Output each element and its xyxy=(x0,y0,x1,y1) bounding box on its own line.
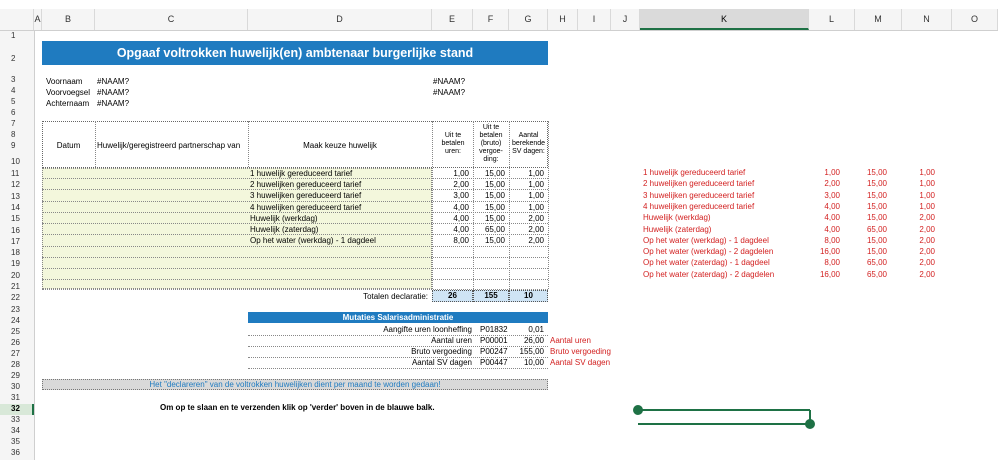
column-header[interactable]: J xyxy=(611,9,640,30)
lookup-name: 1 huwelijk gereduceerd tarief xyxy=(643,168,746,177)
mutatie-label: Aantal SV dagen xyxy=(411,358,472,367)
row-header[interactable]: 14 xyxy=(11,203,20,212)
lookup-name: 3 huwelijken gereduceerd tarief xyxy=(643,190,755,200)
column-header[interactable]: D xyxy=(248,9,432,30)
mutatie-code: P00001 xyxy=(480,336,508,345)
row-header[interactable]: 34 xyxy=(11,426,20,435)
sv-cell[interactable]: 1,00 xyxy=(528,180,544,189)
lookup-vergoeding: 65,00 xyxy=(866,224,887,234)
vergoeding-cell[interactable]: 15,00 xyxy=(484,203,505,212)
lookup-sv: 2,00 xyxy=(919,258,935,268)
keuze-cell[interactable]: 2 huwelijken gereduceerd tarief xyxy=(250,180,362,189)
sv-cell[interactable]: 1,00 xyxy=(528,203,544,212)
uren-cell[interactable]: 4,00 xyxy=(453,225,469,234)
column-header[interactable]: A xyxy=(34,9,42,30)
connector-handle[interactable] xyxy=(805,419,815,429)
lookup-sv: 2,00 xyxy=(919,213,935,223)
gridline xyxy=(248,368,548,369)
monthly-notice: Het "declareren" van de voltrokken huwelijken dient per maand te worden gedaan! xyxy=(42,379,548,390)
row-headers xyxy=(0,31,35,460)
header-vergoeding: Uit te betalen (bruto) vergoe- ding: xyxy=(479,124,503,163)
total-vergoeding: 155 xyxy=(473,290,509,302)
row-header[interactable]: 4 xyxy=(11,86,16,95)
total-sv: 10 xyxy=(509,290,548,302)
mutaties-title: Mutaties Salarisadministratie xyxy=(248,312,548,323)
column-header-selected[interactable]: K xyxy=(640,9,809,30)
uren-cell[interactable]: 8,00 xyxy=(453,236,469,245)
lookup-sv: 1,00 xyxy=(919,190,935,200)
lookup-sv: 1,00 xyxy=(919,179,935,189)
row-header[interactable]: 15 xyxy=(11,214,20,223)
column-header[interactable]: H xyxy=(548,9,578,30)
column-header[interactable]: G xyxy=(509,9,548,30)
row-header[interactable]: 33 xyxy=(11,415,20,424)
lookup-vergoeding: 15,00 xyxy=(866,201,887,211)
voorvoegsel-value[interactable]: #NAAM? xyxy=(97,88,130,97)
lookup-sv: 2,00 xyxy=(919,247,935,257)
uren-cell[interactable]: 3,00 xyxy=(453,191,469,200)
gridline xyxy=(42,212,548,213)
keuze-cell[interactable]: 4 huwelijken gereduceerd tarief xyxy=(250,203,362,212)
lookup-name: Op het water (zaterdag) - 2 dagdelen xyxy=(643,269,775,279)
row-header[interactable]: 31 xyxy=(11,393,20,402)
sv-cell[interactable]: 1,00 xyxy=(528,169,544,178)
column-header[interactable]: E xyxy=(432,9,473,30)
mutatie-code: P01832 xyxy=(480,325,508,334)
row-header[interactable]: 6 xyxy=(11,108,16,117)
keuze-cell[interactable]: 3 huwelijken gereduceerd tarief xyxy=(250,191,362,200)
mutatie-label: Aantal uren xyxy=(431,336,472,345)
lookup-sv: 2,00 xyxy=(919,269,935,279)
gridline xyxy=(42,268,548,269)
vergoeding-cell[interactable]: 15,00 xyxy=(484,180,505,189)
naam-check-1: #NAAM? xyxy=(433,77,466,86)
mutatie-value: 0,01 xyxy=(528,325,544,334)
lookup-sv: 2,00 xyxy=(919,235,935,245)
mutatie-note: Aantal uren xyxy=(550,336,591,345)
row-header-selected[interactable]: 32 xyxy=(0,404,34,415)
uren-cell[interactable]: 4,00 xyxy=(453,214,469,223)
header-sv: Aantal berekende SV dagen: xyxy=(511,132,546,155)
lookup-name: Op het water (werkdag) - 1 dagdeel xyxy=(643,235,769,245)
gridline xyxy=(42,178,548,179)
uren-cell[interactable]: 2,00 xyxy=(453,180,469,189)
mutatie-value: 155,00 xyxy=(519,347,544,356)
row-header[interactable]: 26 xyxy=(11,338,20,347)
keuze-cell[interactable]: Huwelijk (werkdag) xyxy=(250,214,318,223)
header-keuze: Maak keuze huwelijk xyxy=(303,141,377,150)
vergoeding-cell[interactable]: 15,00 xyxy=(484,191,505,200)
lookup-uren: 4,00 xyxy=(824,224,840,234)
lookup-name: Op het water (zaterdag) - 1 dagdeel xyxy=(643,258,770,268)
row-header[interactable]: 24 xyxy=(11,316,20,325)
row-header[interactable]: 27 xyxy=(11,349,20,358)
keuze-cell[interactable]: Huwelijk (zaterdag) xyxy=(250,225,319,234)
row-header[interactable]: 9 xyxy=(11,141,16,150)
lookup-vergoeding: 15,00 xyxy=(866,235,887,245)
row-header[interactable]: 10 xyxy=(11,157,20,166)
keuze-cell[interactable]: 1 huwelijk gereduceerd tarief xyxy=(250,169,353,178)
row-header[interactable]: 7 xyxy=(11,119,16,128)
row-header[interactable]: 18 xyxy=(11,248,20,257)
row-header[interactable]: 8 xyxy=(11,130,16,139)
voornaam-value[interactable]: #NAAM? xyxy=(97,77,130,86)
vergoeding-cell[interactable]: 15,00 xyxy=(484,214,505,223)
sv-cell[interactable]: 2,00 xyxy=(528,225,544,234)
connector-shape[interactable] xyxy=(630,403,820,433)
header-uren: Uit te betalen uren: xyxy=(441,132,465,155)
column-header[interactable]: M xyxy=(855,9,902,30)
sv-cell[interactable]: 2,00 xyxy=(528,214,544,223)
gridline xyxy=(548,121,549,289)
row-header[interactable]: 3 xyxy=(11,75,16,84)
gridline xyxy=(42,257,548,258)
vergoeding-cell[interactable]: 15,00 xyxy=(484,236,505,245)
lookup-name: 4 huwelijken gereduceerd tarief xyxy=(643,201,755,211)
vergoeding-cell[interactable]: 65,00 xyxy=(484,225,505,234)
lookup-name: Huwelijk (werkdag) xyxy=(643,213,711,223)
column-header[interactable]: F xyxy=(473,9,509,30)
achternaam-label: Achternaam xyxy=(46,99,90,108)
lookup-sv: 2,00 xyxy=(919,224,935,234)
mutatie-value: 10,00 xyxy=(523,358,544,367)
mutatie-code: P00447 xyxy=(480,358,508,367)
column-header[interactable]: B xyxy=(42,9,95,30)
lookup-uren: 2,00 xyxy=(824,179,840,189)
connector-handle[interactable] xyxy=(633,405,643,415)
gridline xyxy=(42,234,548,235)
lookup-sv: 1,00 xyxy=(919,201,935,211)
header-datum: Datum xyxy=(56,141,81,150)
column-headers xyxy=(0,9,998,31)
lookup-uren: 3,00 xyxy=(824,190,840,200)
uren-cell[interactable]: 1,00 xyxy=(453,169,469,178)
lookup-uren: 8,00 xyxy=(824,235,840,245)
column-header[interactable]: O xyxy=(952,9,998,30)
save-instruction: Om op te slaan en te verzenden klik op 'verder' boven in de blauwe balk. xyxy=(160,403,435,412)
sv-cell[interactable]: 1,00 xyxy=(528,191,544,200)
lookup-vergoeding: 15,00 xyxy=(866,213,887,223)
row-header[interactable]: 21 xyxy=(11,282,20,291)
header-partner: Huwelijk/geregistreerd partnerschap van xyxy=(97,141,241,150)
achternaam-value[interactable]: #NAAM? xyxy=(97,99,130,108)
mutatie-code: P00247 xyxy=(480,347,508,356)
row-header[interactable]: 20 xyxy=(11,271,20,280)
row-header[interactable]: 29 xyxy=(11,371,20,380)
total-uren: 26 xyxy=(432,290,473,302)
lookup-vergoeding: 15,00 xyxy=(866,190,887,200)
column-header[interactable]: N xyxy=(902,9,952,30)
row-header[interactable]: 13 xyxy=(11,192,20,201)
naam-check-2: #NAAM? xyxy=(433,88,466,97)
column-header[interactable]: C xyxy=(95,9,248,30)
lookup-uren: 1,00 xyxy=(824,168,840,177)
gridline xyxy=(42,223,548,224)
lookup-sv: 1,00 xyxy=(919,168,935,177)
lookup-vergoeding: 15,00 xyxy=(866,247,887,257)
lookup-uren: 16,00 xyxy=(819,269,840,279)
form-title: Opgaaf voltrokken huwelijk(en) ambtenaar burgerlijke stand xyxy=(42,41,548,65)
lookup-uren: 4,00 xyxy=(824,213,840,223)
input-area xyxy=(42,168,432,289)
row-header[interactable]: 1 xyxy=(11,31,16,40)
row-header[interactable]: 12 xyxy=(11,180,20,189)
totals-label: Totalen declaratie: xyxy=(363,292,428,301)
voorvoegsel-label: Voorvoegsel xyxy=(46,88,91,97)
lookup-name: Op het water (werkdag) - 2 dagdelen xyxy=(643,247,774,257)
row-header[interactable]: 11 xyxy=(11,169,20,178)
lookup-uren: 8,00 xyxy=(824,258,840,268)
column-header[interactable]: I xyxy=(578,9,611,30)
row-header[interactable]: 22 xyxy=(11,293,20,302)
mutatie-label: Bruto vergoeding xyxy=(411,347,472,356)
lookup-name: Huwelijk (zaterdag) xyxy=(643,224,712,234)
row-header[interactable]: 5 xyxy=(11,97,16,106)
vergoeding-cell[interactable]: 15,00 xyxy=(484,169,505,178)
lookup-vergoeding: 15,00 xyxy=(866,168,887,177)
gridline xyxy=(42,279,548,280)
row-header[interactable]: 17 xyxy=(11,237,20,246)
mutatie-label: Aangifte uren loonheffing xyxy=(383,325,472,334)
gridline xyxy=(42,246,548,247)
row-header[interactable]: 30 xyxy=(11,382,20,391)
column-header[interactable]: L xyxy=(809,9,855,30)
mutatie-value: 26,00 xyxy=(523,336,544,345)
row-header[interactable]: 35 xyxy=(11,437,20,446)
lookup-vergoeding: 65,00 xyxy=(866,269,887,279)
gridline xyxy=(42,189,548,190)
uren-cell[interactable]: 4,00 xyxy=(453,203,469,212)
keuze-cell[interactable]: Op het water (werkdag) - 1 dagdeel xyxy=(250,236,376,245)
lookup-uren: 16,00 xyxy=(819,247,840,257)
voornaam-label: Voornaam xyxy=(46,77,83,86)
gridline xyxy=(42,201,548,202)
lookup-uren: 4,00 xyxy=(824,201,840,211)
row-header[interactable]: 23 xyxy=(11,305,20,314)
select-all-corner[interactable] xyxy=(0,9,34,30)
row-header[interactable]: 25 xyxy=(11,327,20,336)
row-header[interactable]: 19 xyxy=(11,259,20,268)
row-header[interactable]: 28 xyxy=(11,360,20,369)
row-header[interactable]: 36 xyxy=(11,448,20,457)
sv-cell[interactable]: 2,00 xyxy=(528,236,544,245)
row-header[interactable]: 16 xyxy=(11,226,20,235)
mutatie-note: Aantal SV dagen xyxy=(550,358,611,367)
lookup-vergoeding: 15,00 xyxy=(866,179,887,189)
lookup-vergoeding: 65,00 xyxy=(866,258,887,268)
row-header[interactable]: 2 xyxy=(11,54,16,63)
lookup-name: 2 huwelijken gereduceerd tarief xyxy=(643,179,755,189)
mutatie-note: Bruto vergoeding xyxy=(550,347,611,356)
